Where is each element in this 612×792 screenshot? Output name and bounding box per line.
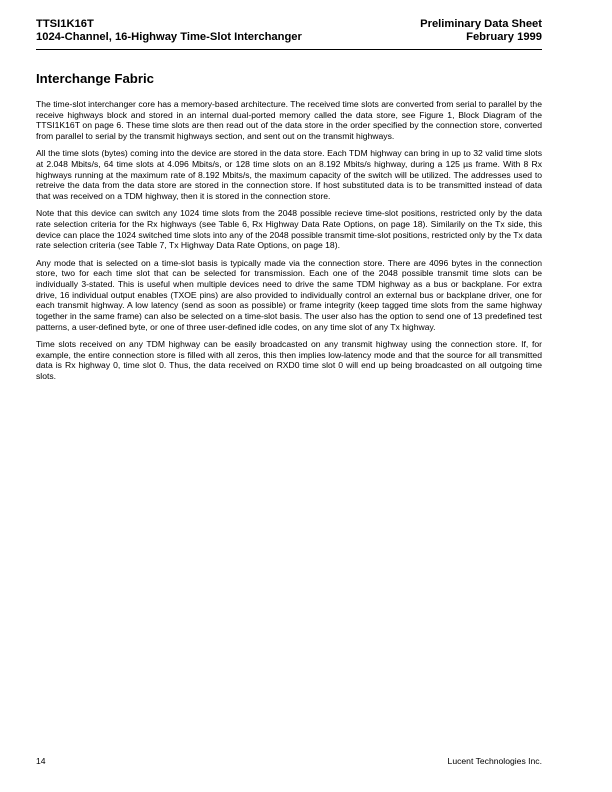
part-number: TTSI1K16T [36,18,94,30]
paragraph: Any mode that is selected on a time-slot basis is typically made via the connection store. There are 4096 bytes in the connection store, two for each time slot that can be selected for transmission. Each one of the 2048 possible transmit time slots can be individually 3-stated. This is useful when multiple devices need to drive the same TDM highway as a bus or backplane. For extra drive, 16 individual output enables (TXOE pins) are also provided to individually control an external bus or backplane driver, one for each transmit highway. A low latency (send as soon as possible) or frame integrity (keep tagged time slots from the same highway together in the same frame) can also be selected on a time-slot basis. The user also has the option to send one of 13 predefined test patterns, a user-defined byte, or one of three user-defined idle codes, on any time slot of any Tx highway. [36,257,542,332]
header-divider [36,49,542,50]
document-type: Preliminary Data Sheet [420,18,542,30]
page-footer [36,756,542,766]
paragraph: All the time slots (bytes) coming into the device are stored in the data store. Each TDM highway can bring in up to 32 valid time slots at 2.048 Mbits/s, 64 time slots at 4.096 Mbits/s, or 128 time slots on an 8.192 Mbits/s highway, during a 125 µs frame. With 8 Rx highways running at the maximum rate of 8.192 Mbits/s, the maximum capacity of the switch will be utilized. The addresses used to retreive the data from the data store are stored in the connection store. If host substituted data is to be transmitted instead of data that was received on a TDM highway, then it is stored in the connection store. [36,148,542,202]
paragraph: Note that this device can switch any 1024 time slots from the 2048 possible recieve time-slot positions, restricted only by the data rate selection criteria for the Rx highways (see Table 6, Rx Highway Data Rate Options, on page 18). Similarily on the Tx side, this device can place the 1024 switched time slots into any of the 2048 possible transmit time-slot positions, restricted only by the Tx data rate selection criteria (see Table 7, Tx Highway Data Rate Options, on page 18). [36,208,542,251]
page-number: 14 [36,756,46,766]
header-row-bottom [36,31,542,44]
document-date: February 1999 [466,30,542,43]
header-row-top [36,18,542,31]
section-body [36,99,542,388]
paragraph: Time slots received on any TDM highway can be easily broadcasted on any transmit highway using the connection store. If, for example, the entire connection store is filled with all zeros, this then implies low-latency mode and that the source for all transmitted data is Rx highway 0, time slot 0. Thus, the data received on RXD0 time slot 0 will end up being broadcasted on all outgoing time slots. [36,339,542,382]
paragraph: The time-slot interchanger core has a memory-based architecture. The received time slots are converted from serial to parallel by the receive highways block and stored in an internal dual-ported memory called the data store, see Figure 1, Block Diagram of the TTSI1K16T on page 6. These time slots are then read out of the data store in the order specified by the connection store, converted from parallel to serial by the transmit highways section, and sent out on the transmit highways. [36,99,542,142]
section-title: Interchange Fabric [36,71,154,86]
document-subtitle: 1024-Channel, 16-Highway Time-Slot Interchanger [36,30,302,43]
page-header [36,18,542,43]
company-name: Lucent Technologies Inc. [447,756,542,766]
